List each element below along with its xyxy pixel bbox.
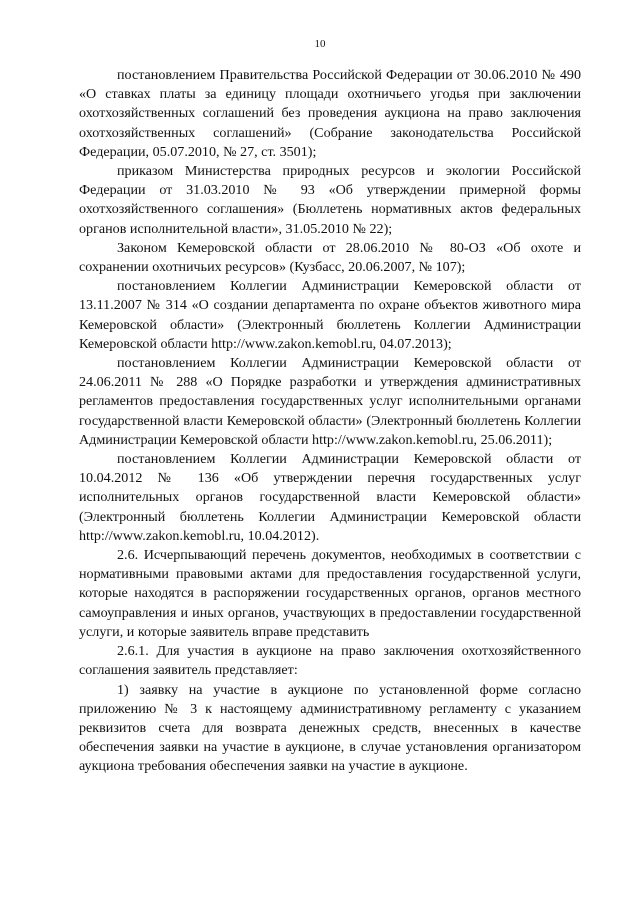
paragraph-section-2-6-1: 2.6.1. Для участия в аукционе на право заключения охотхозяйственного соглашения заявитель представляет:: [79, 643, 581, 679]
paragraph-collegium-decree-314: постановлением Коллегии Администрации Кемеровской области от 13.11.2007 № 314 «О создании департамента по охране объектов животного мира Кемеровской области» (Электронный бюллетень Коллегии Администрации Кемеровской области http://www.zakon.kemobl.ru, 04.07.2013);: [79, 278, 581, 352]
paragraph-government-decree-490: постановлением Правительства Российской Федерации от 30.06.2010 № 490 «О ставках платы за единицу площади охотничьего угодья при заключении охотхозяйственных соглашений без проведения аукциона на право заключения охотхозяйственных соглашений» (Собрание законодательства Российской Федерации, 05.07.2010, № 27, ст. 3501);: [79, 67, 581, 160]
paragraph-kemerovo-law-80-oz: Законом Кемеровской области от 28.06.2010 № 80-ОЗ «Об охоте и сохранении охотничьих ресурсов» (Кузбасс, 20.06.2007, № 107);: [79, 239, 581, 276]
document-body: [79, 66, 581, 777]
paragraph-collegium-decree-136: постановлением Коллегии Администрации Кемеровской области от 10.04.2012 № 136 «Об утверждении перечня государственных услуг исполнительных органов государственной власти Кемеровской области» (Электронный бюллетень Коллегии Администрации Кемеровской области http://www.zakon.kemobl.ru, 10.04.2012).: [79, 451, 581, 544]
paragraph-collegium-decree-288: постановлением Коллегии Администрации Кемеровской области от 24.06.2011 № 288 «О Порядке разработки и утверждения административных регламентов предоставления государственных услуг исполнительными органами государственной власти Кемеровской области» (Электронный бюллетень Коллегии Администрации Кемеровской области http://www.zakon.kemobl.ru, 25.06.2011);: [79, 355, 581, 448]
paragraph-section-2-6: 2.6. Исчерпывающий перечень документов, необходимых в соответствии с нормативными правовыми актами для предоставления государственной услуги, которые находятся в распоряжении государственных органов, органов местного самоуправления и иных органов, участвующих в предоставлении государственной услуги, и которые заявитель вправе представить: [79, 547, 581, 640]
page-number: 10: [314, 38, 326, 50]
paragraph-item-1-application: 1) заявку на участие в аукционе по установленной форме согласно приложению № 3 к настоящему административному регламенту с указанием реквизитов счета для возврата денежных средств, внесенных в качестве обеспечения заявки на участие в аукционе, в случае установления организатором аукциона требования обеспечения заявки на участие в аукционе.: [79, 681, 581, 775]
paragraph-ministry-order-93: приказом Министерства природных ресурсов и экологии Российской Федерации от 31.03.2010 № 93 «Об утверждении примерной формы охотхозяйственного соглашения» (Бюллетень нормативных актов федеральных органов исполнительной власти», 31.05.2010 № 22);: [79, 163, 581, 237]
